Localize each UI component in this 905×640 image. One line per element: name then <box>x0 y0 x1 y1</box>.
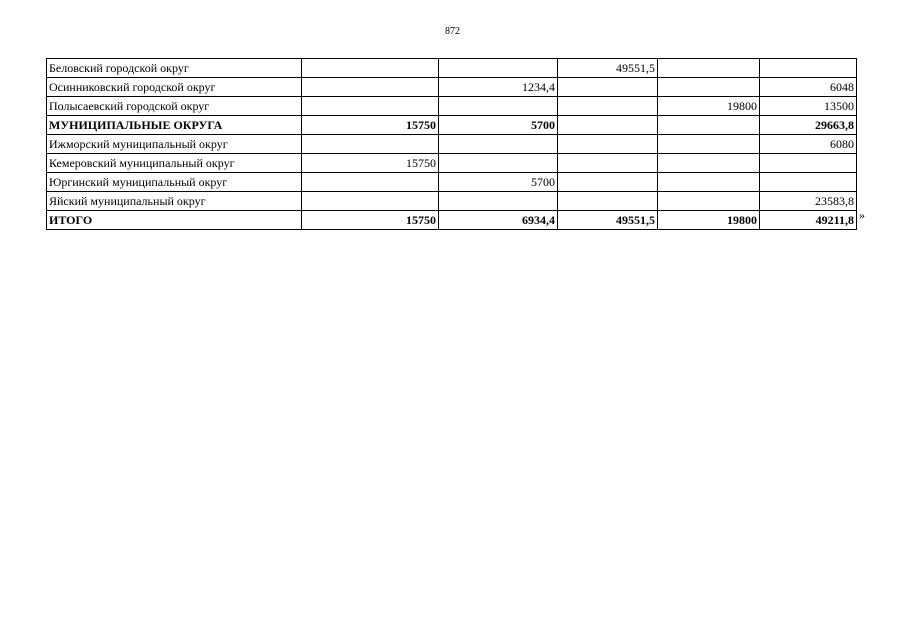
value-cell <box>439 154 558 173</box>
budget-table <box>46 58 857 230</box>
value-cell <box>558 97 658 116</box>
table-row <box>47 59 857 78</box>
value-cell <box>658 116 760 135</box>
value-cell: 15750 <box>302 116 439 135</box>
row-name-cell: ИТОГО <box>47 211 302 230</box>
value-cell <box>302 59 439 78</box>
row-name-cell: Юргинский муниципальный округ <box>47 173 302 192</box>
value-cell: 15750 <box>302 211 439 230</box>
table-row <box>47 78 857 97</box>
value-cell <box>302 78 439 97</box>
value-cell: 29663,8 <box>760 116 857 135</box>
table-row-section-total <box>47 116 857 135</box>
value-cell: 6934,4 <box>439 211 558 230</box>
table-row <box>47 173 857 192</box>
value-cell: 15750 <box>302 154 439 173</box>
value-cell <box>658 59 760 78</box>
table-row <box>47 154 857 173</box>
row-name-cell: Яйский муниципальный округ <box>47 192 302 211</box>
row-name-cell: Осинниковский городской округ <box>47 78 302 97</box>
value-cell: 13500 <box>760 97 857 116</box>
value-cell <box>439 59 558 78</box>
value-cell <box>302 192 439 211</box>
value-cell <box>558 173 658 192</box>
table-row <box>47 97 857 116</box>
value-cell <box>558 116 658 135</box>
value-cell <box>439 192 558 211</box>
value-cell <box>558 192 658 211</box>
row-name-cell: Ижморский муниципальный округ <box>47 135 302 154</box>
table-row <box>47 135 857 154</box>
value-cell <box>658 173 760 192</box>
value-cell: 49551,5 <box>558 59 658 78</box>
value-cell <box>658 154 760 173</box>
table-row-grand-total <box>47 211 857 230</box>
value-cell <box>302 173 439 192</box>
row-name-cell: МУНИЦИПАЛЬНЫЕ ОКРУГА <box>47 116 302 135</box>
value-cell: 6048 <box>760 78 857 97</box>
value-cell <box>558 78 658 97</box>
page-number: 872 <box>445 26 460 37</box>
value-cell: 5700 <box>439 116 558 135</box>
value-cell: 49211,8 <box>760 211 857 230</box>
row-name-cell: Кемеровский муниципальный округ <box>47 154 302 173</box>
value-cell: 23583,8 <box>760 192 857 211</box>
value-cell <box>439 97 558 116</box>
value-cell: 5700 <box>439 173 558 192</box>
value-cell <box>302 135 439 154</box>
closing-quote: » <box>859 208 865 222</box>
value-cell <box>302 97 439 116</box>
row-name-cell: Беловский городской округ <box>47 59 302 78</box>
table-row <box>47 192 857 211</box>
value-cell <box>658 135 760 154</box>
value-cell <box>558 135 658 154</box>
value-cell: 1234,4 <box>439 78 558 97</box>
value-cell <box>439 135 558 154</box>
value-cell <box>558 154 658 173</box>
value-cell: 19800 <box>658 97 760 116</box>
value-cell <box>760 173 857 192</box>
row-name-cell: Полысаевский городской округ <box>47 97 302 116</box>
value-cell <box>658 192 760 211</box>
value-cell <box>760 154 857 173</box>
value-cell <box>658 78 760 97</box>
value-cell: 6080 <box>760 135 857 154</box>
value-cell: 49551,5 <box>558 211 658 230</box>
value-cell: 19800 <box>658 211 760 230</box>
value-cell <box>760 59 857 78</box>
